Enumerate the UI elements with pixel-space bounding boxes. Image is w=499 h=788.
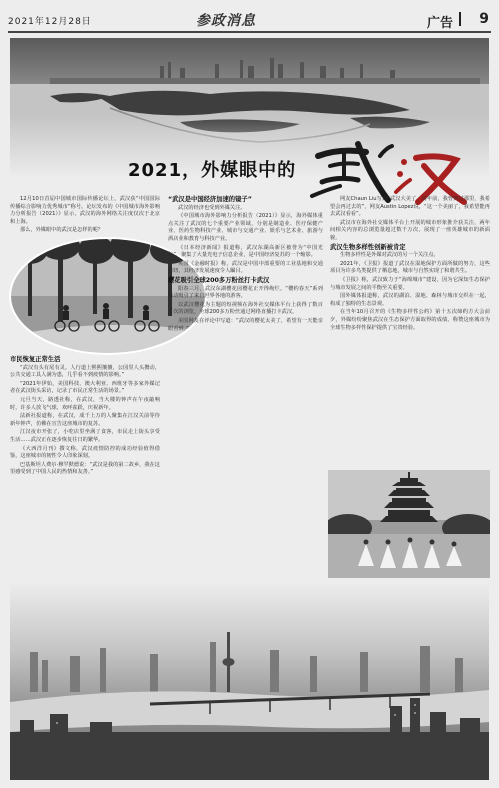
paragraph: 网友Chaun Liu写到“武汉大美了，周年前，我曾到过那里，我希望会再过去的”，网友Austin Lopez说，“这一个美丽了，我希望能再去武汉看看”。 — [330, 196, 490, 218]
paragraph: “武汉有头有尾有灵。人行道上熙熙攘攘，公园里人头攒动，公共交通工具人满为患，几乎看不到疫情的影响。” — [10, 364, 160, 379]
paragraph: 武汉市在海外社交媒体平台上开展的城市形象推介获关注，两年间相关内容的总浏览量超过数千万次，展现了一座英雄城市的新面貌。 — [330, 219, 490, 241]
paragraph: 《中国城市海外影响力分析报告（2021）》显示，海外媒体重点关注了武汉的七个重要产业领域，分别是制造业、医疗保健产业、医药生物科技产业、城市与交通产业、娱乐与艺术业、旅游与酒店业和教育与科技产业。 — [168, 213, 323, 242]
paragraph: 《卫报》称，武汉致力于“海绵城市”建设，因为它深知生态保护与城市发展之间的平衡至关重要。 — [330, 276, 490, 291]
intro-question: 那么，外媒眼中的武汉是怎样的呢？ — [20, 227, 104, 234]
yellow-crane-tower-photo — [328, 470, 490, 578]
subheading-normal-life: 市民恢复正常生活 — [10, 356, 61, 363]
paragraph: 以武汉樱花为主题的短视频在海外社交媒体平台上获得了数百万次的浏览，全球200多万粉丝通过网络直播打卡武汉。 — [168, 301, 323, 316]
paragraph: 在当年10月召开的《生物多样性公约》第十五次缔约方大会前夕，外媒纷纷聚焦武汉在生态保护方面取得的成绩，称赞这座城市为全球生物多样性保护提供了宝贵经验。 — [330, 309, 490, 331]
paragraph: 巴基斯坦人费尔·穆罕默德说：“武汉是我的第二故乡，我在这里感受到了中国人民的热情和友善。” — [10, 461, 160, 476]
paragraph: 元旦当天，路透社称，在武汉，当大楼的钟声在午夜敲响时，许多人放飞气球，欢呼雀跃，庆祝新年。 — [10, 396, 160, 411]
paragraph: 英国《金融时报》称，武汉是中国中部重要的工业基地和交通枢纽，其经济发展速度令人瞩目。 — [168, 260, 323, 275]
paragraph: 法新社报道称，在武汉，成千上万的人聚集在江汉关前等待新年钟声，仿佛在宣告这座城市的复苏。 — [10, 413, 160, 427]
paragraph: 阳春三月，武汉东湖樱花园樱花正开得绚烂。“樱约春天”系列活动吸引了来自世界各地的游客。 — [168, 285, 323, 300]
column-3-body — [330, 196, 490, 333]
paragraph: 2021年，《卫报》报道了武汉在湿地保护方面所做的努力，这些项目为许多鸟类提供了栖息地，城市与自然实现了和谐共生。 — [330, 260, 490, 275]
column-1-intro — [10, 196, 160, 236]
header-separator — [459, 12, 461, 26]
column-2-body — [168, 196, 323, 334]
subheading-cherry-blossom: 樱花吸引全球200多万粉丝打卡武汉 — [168, 276, 270, 284]
paragraph: 江汉夜市开张了，小吃店里坐满了食客，市民走上街头享受生活……武汉正在逐步恢复往日的繁华。 — [10, 429, 160, 443]
paragraph: 武汉的经济也受到外媒关注。 — [178, 204, 246, 211]
section-name: 广告 — [426, 16, 453, 31]
intro-paragraph: 12月10日首届中国城市国际传播论坛上，武汉获“中国国际传播综合影响力优秀城市”称号。论坛发布的《中国城市海外影响力分析报告（2021）》显示，武汉的海外网络关注度仅次于北京和上海。 — [10, 196, 160, 225]
paragraph: 《大西洋月刊》撰文称，武汉疫情防控的成功经验值得借鉴，这座城市的韧性令人印象深刻。 — [10, 445, 160, 460]
subheading-biodiversity: 武汉生物多样性创新被肯定 — [330, 243, 406, 251]
subheading-economy: “武汉是中国经济加速的镜子” — [168, 196, 252, 203]
headline: 2021，外媒眼中的 — [128, 160, 297, 181]
paragraph: “2021年伊始，美国科技、澳大利亚、西班牙等多家外媒记者在武汉街头采访，记录了市民正常生活的场景。” — [10, 380, 160, 395]
paragraph: 生物多样性是外媒对武汉的另一个关注点。 — [340, 252, 439, 259]
column-1-body — [10, 356, 160, 478]
paragraph: 国外媒体报道称，武汉的湖泊、湿地、森林与城市交织在一起，构成了独特的生态景观。 — [330, 293, 490, 307]
wuhan-skyline-photo — [10, 582, 489, 780]
issue-date: 2021年12月28日 — [8, 17, 92, 27]
header-rule — [8, 31, 491, 33]
masthead: 参政消息 — [196, 13, 256, 29]
paragraph: 美国网友在评论中写道：“武汉的樱花太美了，希望有一天能亲眼看到。” — [168, 317, 323, 332]
page-number: 9 — [479, 11, 489, 27]
paragraph: 《日本经济新闻》报道称，武汉东湖高新区被誉为“中国光谷”，聚集了大量光电子信息企业，是中国经济复苏的一个缩影。 — [168, 244, 323, 259]
